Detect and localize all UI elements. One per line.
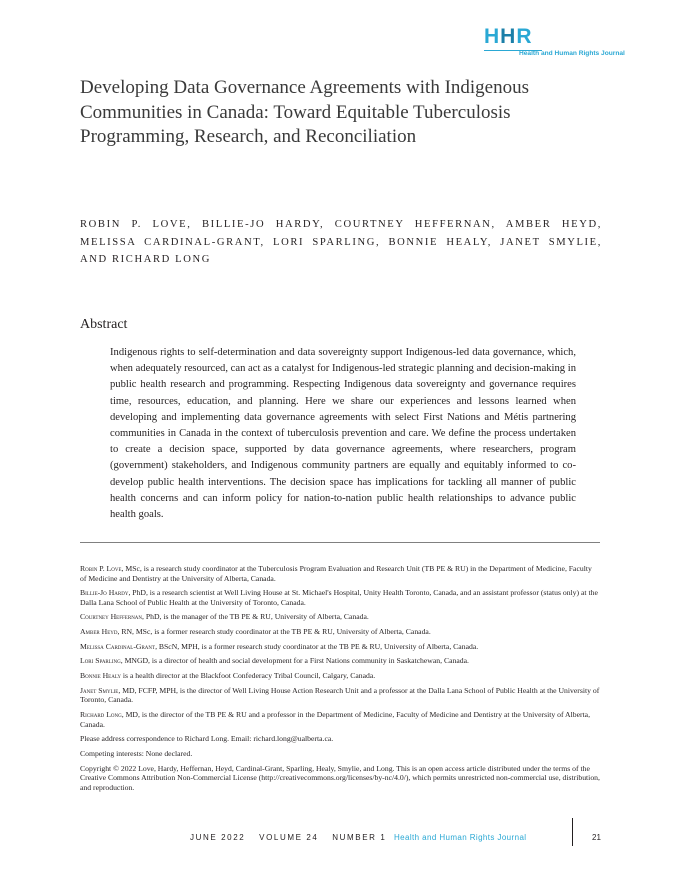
correspondence-note: Please address correspondence to Richard Long. Email: richard.long@ualberta.ca. (80, 734, 334, 744)
affiliation-text: , RN, MSc, is a former research study coordinator at the TB PE & RU, University of Alberta, Canada. (117, 627, 431, 637)
affiliation-author-name: Courtney Heffernan (80, 612, 143, 622)
abstract-body: Indigenous rights to self-determination and data sovereignty support Indigenous-led data governance, which, when adequately resourced, can act as a catalyst for Indigenous-led strategic planning and decision-making in public health research and programming. Respecting Indigenous data sovereignty and governance requires time, resources, education, and planning. Here we share our experiences and lessons learned when developing and implementing data governance agreements with select First Nations and Métis partnering communities in Canada in the context of tuberculosis prevention and care. We define the process undertaken to create a decision space, supported by data governance agreements, where researchers, program (government) stakeholders, and Indigenous community partners are equally and equitably informed to co-develop public health interventions. The decision space has implications for tackling all manner of public health concerns and can inform policy for nation-to-nation public health relationships to advance public health goals. (110, 347, 576, 521)
affiliation-text: , MNGD, is a director of health and social development for a First Nations community in Saskatchewan, Canada. (120, 656, 469, 666)
affiliation-item (80, 656, 600, 666)
affiliation-text: , PhD, is the manager of the TB PE & RU, University of Alberta, Canada. (142, 612, 369, 622)
affiliation-item (80, 588, 600, 607)
abstract-heading: Abstract (80, 317, 128, 332)
affiliation-author-name: Amber Heyd (80, 627, 118, 637)
logo-tagline: Health and Human Rights Journal (519, 50, 625, 57)
competing-interests-note: Competing interests: None declared. (80, 748, 193, 758)
affiliation-item (80, 686, 600, 705)
affiliation-text: , MSc, is a research study coordinator at the Tuberculosis Program Evaluation and Research Unit (TB PE & RU) in the Department of Medicine, Faculty of Medicine and Dentistry at the University of Alberta, Canada. (80, 564, 592, 583)
affiliation-author-name: Melissa Cardinal-Grant (80, 641, 156, 651)
author-list: ROBIN P. LOVE, BILLIE-JO HARDY, COURTNEY HEFFERNAN, AMBER HEYD, MELISSA CARDINAL-GRANT, LORI SPARLING, BONNIE HEALY, JANET SMYLIE, AND RICHARD LONG (80, 219, 602, 265)
affiliation-item (80, 627, 600, 637)
affiliation-author-name: Billie-Jo Hardy (80, 588, 129, 598)
author-affiliations (80, 564, 600, 797)
affiliation-author-name: Robin P. Love (80, 564, 122, 573)
affiliation-text: , MD, is the director of the TB PE & RU and a professor in the Department of Medicine, Faculty of Medicine and Dentistry at the University of Alberta, Canada. (80, 710, 591, 729)
section-divider (80, 542, 600, 543)
article-title: Developing Data Governance Agreements with Indigenous Communities in Canada: Toward Equitable Tuberculosis Programming, Research, and Reconciliation (80, 77, 530, 148)
affiliation-text: , MD, FCFP, MPH, is the director of Well Living House Action Research Unit and a professor at the Dalla Lana School of Public Health at the University of Toronto, Canada. (80, 685, 600, 705)
issue-date: JUNE 2022 (190, 833, 246, 842)
affiliation-text: , PhD, is a research scientist at Well Living House at St. Michael's Hospital, Unity Health Toronto, Canada, and an assistant professor (status only) at the Dalla Lana School of Public Health at the University of Toronto, Canada. (80, 588, 598, 607)
affiliation-author-name: Janet Smylie (80, 685, 119, 695)
affiliation-item (80, 612, 600, 622)
affiliation-text: , BScN, MPH, is a former research study coordinator at the TB PE & RU, University of Alberta, Canada. (155, 641, 479, 651)
affiliation-author-name: Bonnie Healy (80, 671, 121, 681)
issue-number: NUMBER 1 (332, 833, 387, 842)
copyright-note: Copyright © 2022 Love, Hardy, Heffernan, Heyd, Cardinal-Grant, Sparling, Healy, Smylie, and Long. This is an open access article distributed under the terms of the Creative Commons Attribution Non-Commercial License (http://creativecommons.org/licenses/by-nc/4.0/), which permits unrestricted non-commercial use, distribution, and reproduction. (80, 763, 600, 792)
hhr-logo-mark: HHR (484, 25, 533, 48)
affiliation-item (80, 671, 600, 681)
footer-journal-name: Health and Human Rights Journal (394, 833, 527, 842)
affiliation-item (80, 710, 600, 729)
journal-logo (484, 26, 654, 60)
affiliation-author-name: Lori Sparling (80, 656, 121, 666)
affiliation-item (80, 564, 600, 583)
page-number: 21 (592, 833, 601, 842)
affiliation-text: is a health director at the Blackfoot Confederacy Tribal Council, Calgary, Canada. (120, 671, 376, 681)
affiliation-item (80, 642, 600, 652)
page-footer (80, 833, 600, 847)
footer-divider (572, 818, 573, 846)
issue-volume: VOLUME 24 (259, 833, 319, 842)
affiliation-author-name: Richard Long (80, 710, 122, 719)
issue-info (190, 833, 396, 843)
